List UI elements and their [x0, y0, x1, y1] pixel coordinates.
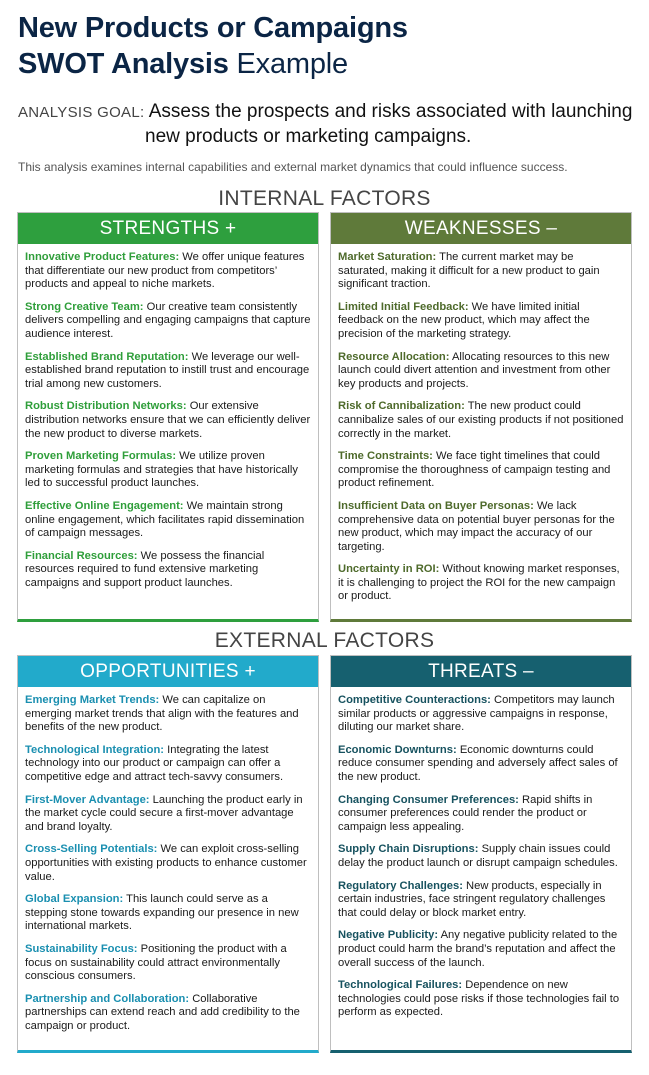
list-item [338, 694, 625, 735]
item-title: Strong Creative Team: [25, 300, 144, 313]
item-text: We leverage our well-established brand reputation to instill trust and encourage trial among new customers. [25, 350, 310, 390]
threats-box [330, 655, 632, 1053]
list-item [25, 500, 312, 541]
item-text: Without knowing market responses, it is challenging to project the ROI for the new campaign or product. [338, 563, 620, 603]
item-title: Market Saturation: [338, 251, 437, 263]
item-text: Launching the product early in the market cycle could secure a first-mover advantage and brand loyalty. [25, 793, 303, 833]
strengths-header: STRENGTHS + [18, 213, 318, 244]
list-item [25, 351, 312, 392]
item-text: Supply chain issues could delay the product launch or disrupt campaign schedules. [338, 843, 618, 869]
opportunities-header: OPPORTUNITIES + [18, 656, 318, 687]
list-item [25, 550, 312, 591]
list-item [25, 301, 312, 342]
item-text: New products, especially in certain industries, face stringent regulatory challenges that could delay or block market entry. [338, 879, 606, 919]
goal-text-1: Assess the prospects and risks associated with launching [148, 101, 633, 122]
external-factors-heading: EXTERNAL FACTORS [214, 629, 435, 652]
list-item [338, 301, 625, 342]
item-title: Global Expansion: [25, 893, 124, 906]
item-title: Time Constraints: [338, 450, 433, 463]
item-title: Established Brand Reputation: [25, 350, 189, 363]
list-item [338, 400, 625, 441]
list-item [338, 744, 625, 785]
item-title: Regulatory Challenges: [338, 879, 463, 892]
item-title: Changing Consumer Preferences: [338, 793, 519, 806]
item-title: Financial Resources: [25, 549, 138, 562]
threats-list [331, 687, 631, 1020]
item-text: Any negative publicity related to the product could harm the brand’s reputation and affect the overall success of the launch. [338, 929, 618, 969]
item-text: We can exploit cross-selling opportunities with existing products to enhance customer value. [25, 843, 307, 883]
strengths-list [18, 244, 318, 590]
item-title: Innovative Product Features: [25, 251, 180, 263]
item-text: The new product could cannibalize sales of our existing products if not positioned correctly in the market. [338, 400, 624, 440]
threats-header: THREATS – [331, 656, 631, 687]
weaknesses-box [330, 212, 632, 622]
list-item [25, 251, 312, 292]
item-text: Dependence on new technologies could pose risks if those technologies fail to perform as expected. [338, 979, 620, 1019]
list-item [338, 929, 625, 970]
item-text: Our creative team consistently delivers compelling and engaging campaigns that capture audience interest. [25, 300, 311, 340]
goal-label: ANALYSIS GOAL: [18, 104, 145, 121]
item-text: This launch could serve as a stepping stone towards expanding our presence in new international markets. [25, 893, 299, 933]
list-item [338, 251, 625, 292]
list-item [25, 843, 312, 884]
title-line-1: New Products or Campaigns [18, 12, 408, 44]
item-text: Positioning the product with a focus on sustainability could attract environmentally conscious consumers. [25, 942, 287, 983]
list-item [25, 694, 312, 735]
list-item [338, 979, 625, 1020]
list-item [25, 400, 312, 441]
internal-factors-heading: INTERNAL FACTORS [218, 187, 431, 210]
weaknesses-list [331, 244, 631, 604]
list-item [25, 993, 312, 1034]
title-light: Example [236, 48, 348, 80]
item-title: Competitive Counteractions: [338, 694, 491, 706]
item-title: Partnership and Collaboration: [25, 992, 190, 1005]
item-title: Economic Downturns: [338, 743, 457, 756]
intro-text: This analysis examines internal capabilities and external market dynamics that could influence success. [18, 160, 568, 174]
item-text: We face tight timelines that could compromise the thoroughness of campaign testing and product refinement. [338, 450, 611, 490]
list-item [25, 744, 312, 785]
strengths-box [17, 212, 319, 622]
item-title: Limited Initial Feedback: [338, 300, 469, 313]
list-item [338, 794, 625, 835]
item-title: Technological Integration: [25, 743, 165, 756]
list-item [338, 563, 625, 604]
item-text: Integrating the latest technology into our product or campaign can offer a competitive edge and attract tech-savvy consumers. [25, 743, 284, 783]
weaknesses-header: WEAKNESSES – [331, 213, 631, 244]
item-title: Emerging Market Trends: [25, 694, 160, 706]
item-title: Negative Publicity: [338, 929, 439, 942]
title-line-2 [18, 46, 408, 82]
item-text: Collaborative partnerships can extend reach and add credibility to the campaign or product. [25, 992, 300, 1032]
list-item [338, 880, 625, 921]
item-title: First-Mover Advantage: [25, 793, 150, 806]
item-title: Uncertainty in ROI: [338, 563, 440, 576]
item-text: We utilize proven marketing formulas and strategies that have historically led to successful product launches. [25, 450, 298, 490]
item-title: Sustainability Focus: [25, 942, 138, 955]
item-title: Resource Allocation: [338, 350, 450, 363]
item-title: Supply Chain Disruptions: [338, 843, 479, 856]
item-text: The current market may be saturated, making it difficult for a new product to gain significant traction. [338, 251, 600, 291]
opportunities-box [17, 655, 319, 1053]
item-text: Our extensive distribution networks ensure that we can efficiently deliver the new product to diverse markets. [25, 400, 311, 440]
item-title: Risk of Cannibalization: [338, 400, 465, 413]
item-text: Rapid shifts in consumer preferences could render the product or campaign less appealing. [338, 793, 593, 833]
item-text: Economic downturns could reduce consumer spending and adversely affect sales of the new product. [338, 743, 618, 783]
item-title: Cross-Selling Potentials: [25, 843, 158, 856]
item-text: We possess the financial resources required to fund extensive marketing campaigns and support product launches. [25, 549, 265, 589]
item-text: Competitors may launch similar products or aggressive campaigns in response, diluting our market share. [338, 694, 615, 734]
item-text: We can capitalize on emerging market trends that align with the features and benefits of the new product. [25, 694, 299, 734]
item-title: Technological Failures: [338, 979, 463, 992]
item-text: We lack comprehensive data on potential buyer personas for the new product, which may impact the accuracy of our targeting. [338, 499, 615, 553]
page-title [18, 10, 408, 82]
list-item [25, 794, 312, 835]
list-item [338, 450, 625, 491]
item-title: Proven Marketing Formulas: [25, 450, 177, 463]
list-item [338, 351, 625, 392]
list-item [25, 943, 312, 984]
item-title: Insufficient Data on Buyer Personas: [338, 499, 534, 512]
opportunities-list [18, 687, 318, 1033]
analysis-goal [18, 100, 638, 149]
item-text: We have limited initial feedback on the new product, which may affect the precision of the marketing strategy. [338, 300, 590, 340]
item-text: We maintain strong online engagement, which facilitates rapid dissemination of campaign messages. [25, 499, 305, 540]
list-item [338, 500, 625, 554]
list-item [25, 450, 312, 491]
list-item [338, 843, 625, 870]
item-title: Robust Distribution Networks: [25, 400, 187, 413]
item-text: We offer unique features that differentiate our new product from competitors’ products and appeal to niche markets. [25, 251, 305, 291]
item-text: Allocating resources to this new launch could divert attention and investment from other key products and projects. [338, 350, 611, 390]
item-title: Effective Online Engagement: [25, 499, 184, 512]
title-bold: SWOT Analysis [18, 48, 229, 80]
goal-text-2: new products or marketing campaigns. [145, 126, 472, 147]
list-item [25, 893, 312, 934]
